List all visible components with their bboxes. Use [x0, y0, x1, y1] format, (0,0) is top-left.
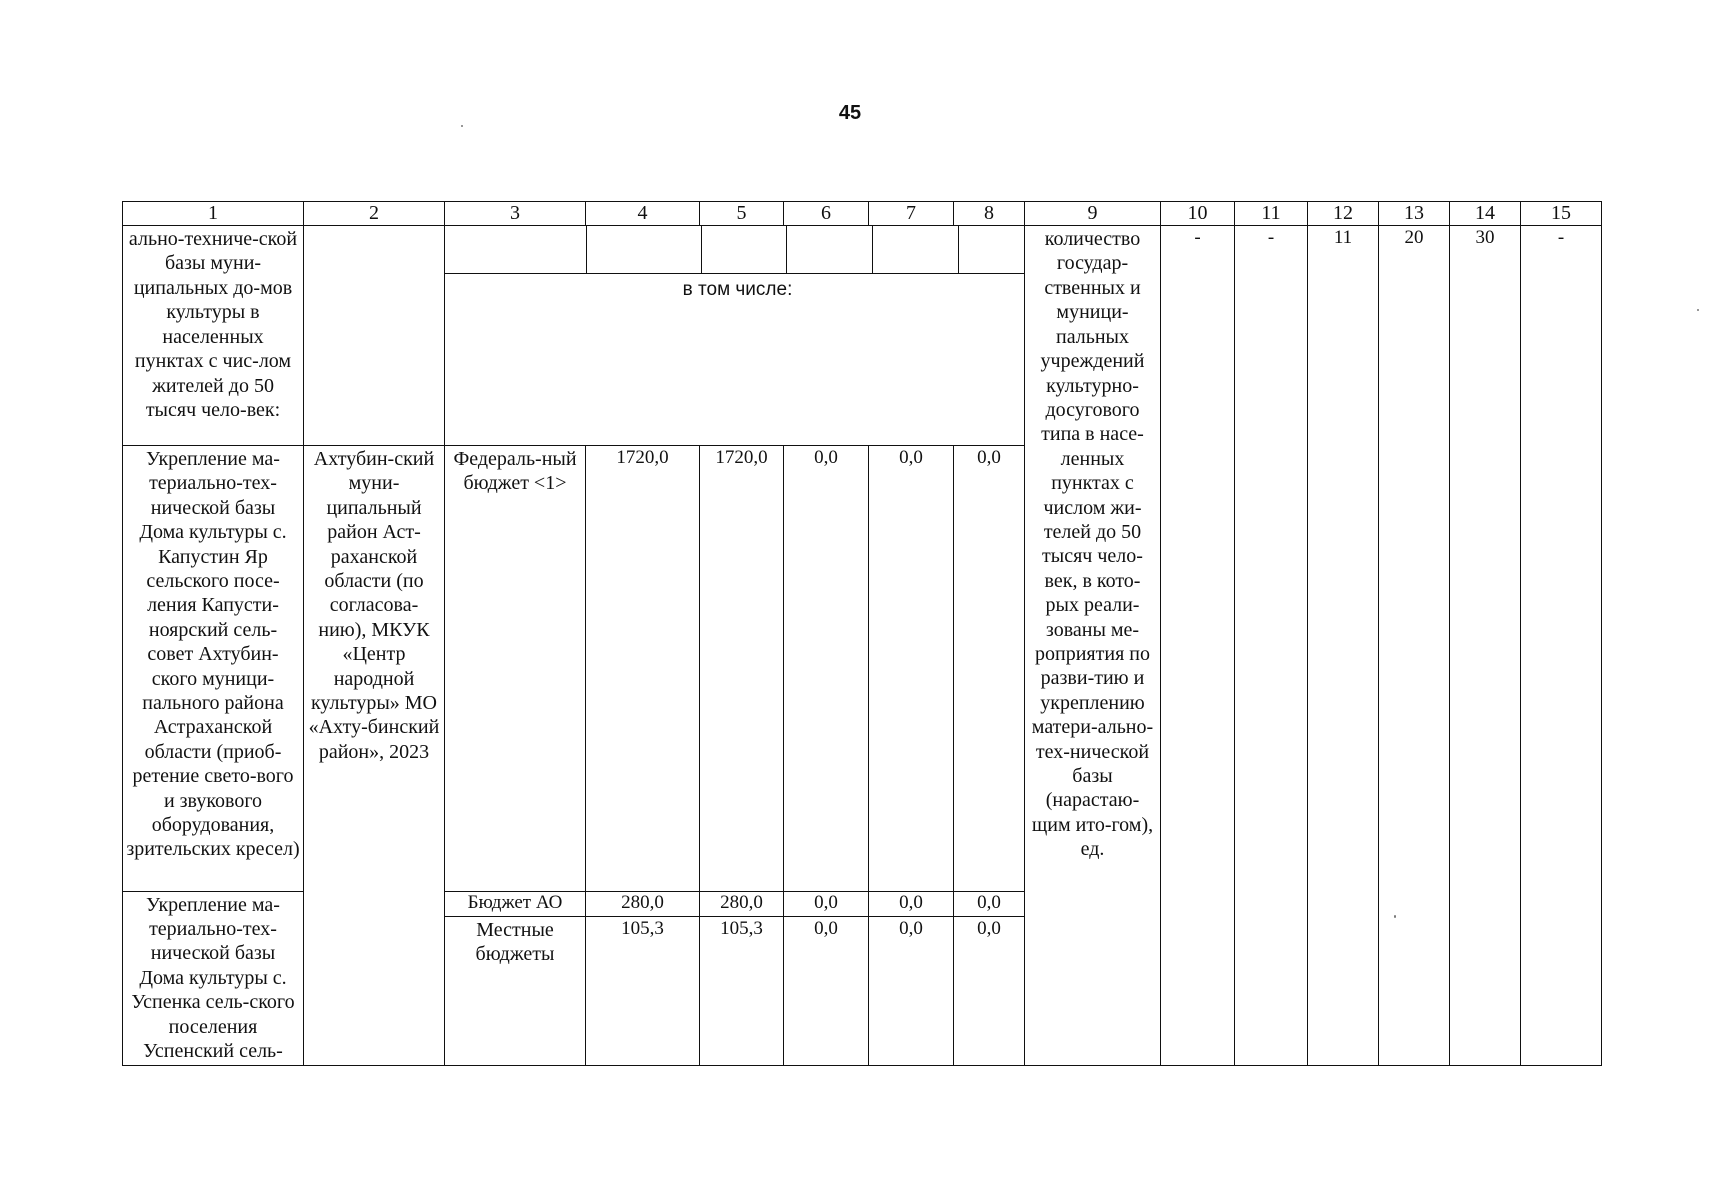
value-cell: 0,0 — [869, 916, 954, 1065]
measure-cell: Укрепление ма-териально-тех-нической базы Дома культуры с. Капустин Яр сельского посе-ления Капусти-ноярский сель-совет Ахтубин-ского муници-пального района Астраханской области (приоб-ретение свето-вого и звукового оборудования, зрительских кресел) — [123, 445, 304, 891]
value-cell: 0,0 — [784, 916, 869, 1065]
executor-cell — [304, 226, 445, 446]
header-cell: 8 — [954, 202, 1025, 226]
header-cell: 6 — [784, 202, 869, 226]
header-cell: 5 — [700, 202, 784, 226]
header-cell: 1 — [123, 202, 304, 226]
blank-subrow — [445, 226, 1024, 274]
executor-cell: Ахтубин-ский муни-ципальный район Аст-раханской области (по согласова-нию), МКУК «Центр народной культуры» МО «Ахту-бинский район», 2023 — [304, 445, 445, 1065]
value-cell: 1720,0 — [700, 445, 784, 891]
scan-speck — [461, 125, 463, 127]
measure-cell: Укрепление ма-териально-тех-нической базы Дома культуры с. Успенка сель-ского поселения Успенский сель- — [123, 891, 304, 1066]
value-cell: - — [1161, 226, 1235, 1066]
header-cell: 10 — [1161, 202, 1235, 226]
value-cell: 20 — [1379, 226, 1450, 1066]
including-label: в том числе: — [682, 279, 793, 301]
value-cell: 0,0 — [869, 891, 954, 916]
value-cell: 0,0 — [954, 445, 1025, 891]
source-cell: Федераль-ный бюджет <1> — [445, 445, 586, 891]
value-cell: 0,0 — [784, 891, 869, 916]
table-row — [123, 226, 1602, 446]
scan-speck — [1697, 309, 1699, 311]
header-cell: 11 — [1235, 202, 1308, 226]
header-cell: 13 — [1379, 202, 1450, 226]
header-cell: 4 — [586, 202, 700, 226]
budget-table — [122, 201, 1602, 1066]
header-cell: 9 — [1025, 202, 1161, 226]
value-cell: 11 — [1308, 226, 1379, 1066]
value-cell: 30 — [1450, 226, 1521, 1066]
value-cell: - — [1235, 226, 1308, 1066]
indicator-cell: количество государ-ственных и муници-пальных учреждений культурно-досугового типа в насе-ленных пунктах с числом жи-телей до 50 тысяч чело-век, в кото-рых реали-зованы ме-роприятия по разви-тию и укреплению матери-ально-тех-нической базы (нарастаю-щим ито-гом), ед. — [1025, 226, 1161, 1066]
value-cell: 0,0 — [954, 891, 1025, 916]
including-cell — [445, 226, 1025, 446]
header-row — [123, 202, 1602, 226]
header-cell: 14 — [1450, 202, 1521, 226]
value-cell: 0,0 — [784, 445, 869, 891]
header-cell: 12 — [1308, 202, 1379, 226]
page-number: 45 — [838, 102, 862, 124]
header-cell: 7 — [869, 202, 954, 226]
value-cell: - — [1521, 226, 1602, 1066]
header-cell: 2 — [304, 202, 445, 226]
source-cell: Местные бюджеты — [445, 916, 586, 1065]
value-cell: 280,0 — [586, 891, 700, 916]
header-cell: 15 — [1521, 202, 1602, 226]
source-cell: Бюджет АО — [445, 891, 586, 916]
value-cell: 0,0 — [869, 445, 954, 891]
value-cell: 105,3 — [586, 916, 700, 1065]
value-cell: 105,3 — [700, 916, 784, 1065]
value-cell: 1720,0 — [586, 445, 700, 891]
measure-cell: ально-техниче-ской базы муни-ципальных до-мов культуры в населенных пунктах с чис-лом жителей до 50 тысяч чело-век: — [123, 226, 304, 446]
value-cell: 0,0 — [954, 916, 1025, 1065]
value-cell: 280,0 — [700, 891, 784, 916]
header-cell: 3 — [445, 202, 586, 226]
